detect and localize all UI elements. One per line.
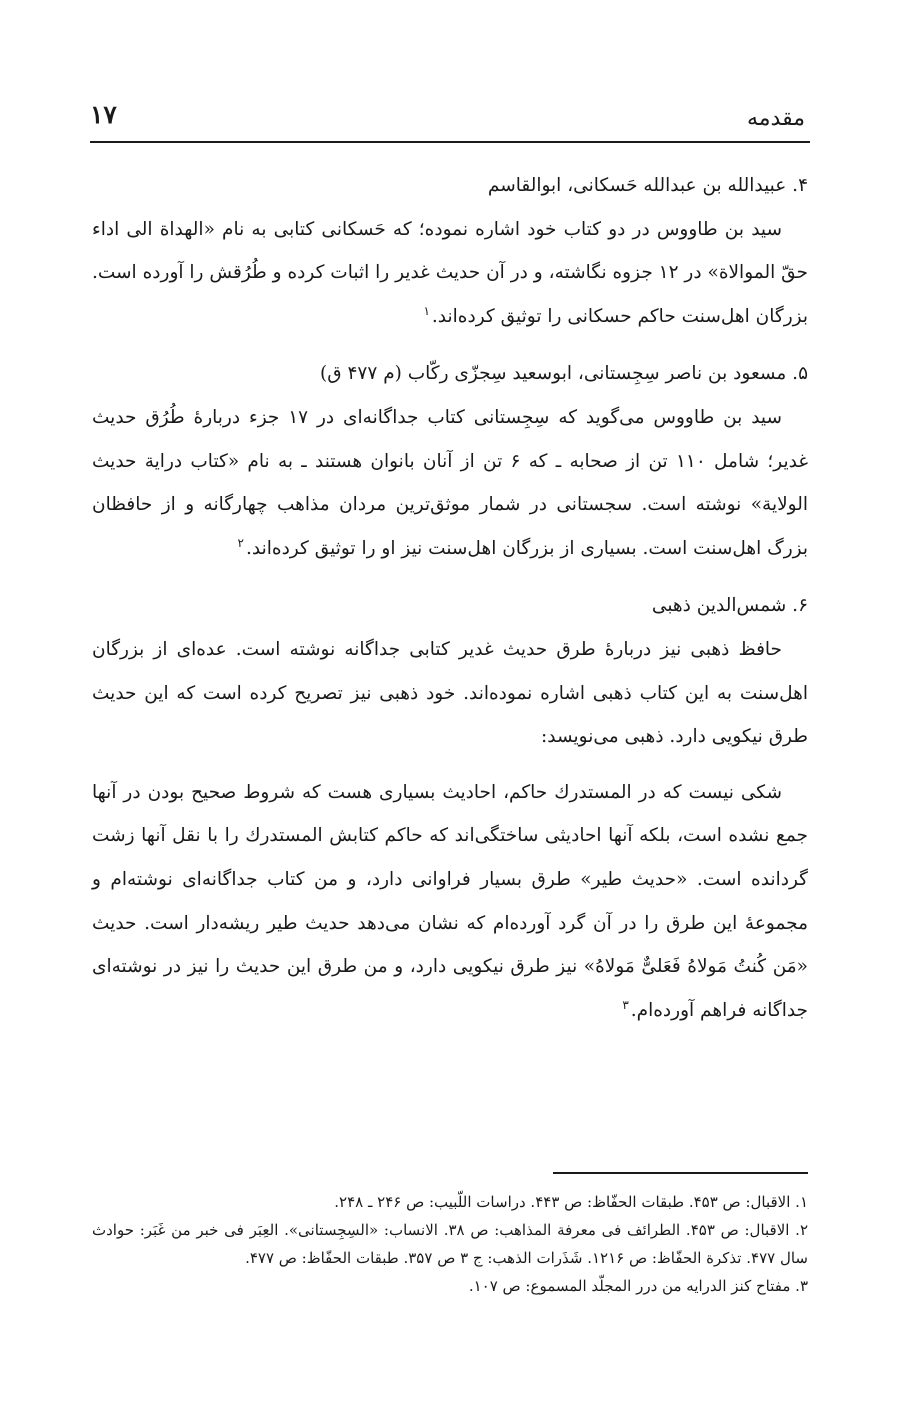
footnote: ۱. الاقبال: ص ۴۵۳. طبقات الحفّاظ: ص ۴۴۳. دراسات اللّبیب: ص ۲۴۶ ـ ۲۴۸.: [334, 1193, 808, 1211]
footnote: ۳. مفتاح کنز الدرایه من درر المجلّد المسموع: ص ۱۰۷.: [468, 1277, 808, 1295]
main-text: [92, 164, 808, 1032]
footnote-marker: ۱: [423, 303, 430, 318]
list-item: [92, 584, 808, 758]
list-item: [92, 164, 808, 338]
list-item: [92, 352, 808, 570]
running-head: مقدمه: [746, 106, 805, 131]
footnote: ۲. الاقبال: ص ۴۵۳. الطرائف فی معرفة المذاهب: ص ۳۸. الانساب: «السِجِستانی». العِبَر فی خبر من غَبَر: حوادث سال ۴۷۷. تذکرة الحفّاظ: ص ۱۲۱۶. شَذَرات الذهب: ج ۳ ص ۳۵۷. طبقات الحفّاظ: ص ۴۷۷.: [92, 1221, 809, 1267]
item-body: حافظ ذهبی نیز دربارهٔ طرق حدیث غدیر کتابی جداگانه نوشته است. عده‌ای از بزرگان اهل‌سنت به این کتاب ذهبی اشاره نموده‌اند. خود ذهبی نیز تصریح کرده است که این حدیث طرق نیکویی دارد. ذهبی می‌نویسد:: [92, 638, 808, 748]
item-heading: ۴. عبیدالله بن عبدالله حَسکانی، ابوالقاسم: [487, 175, 808, 196]
footnote-marker: ۳: [622, 997, 629, 1012]
item-text: [92, 396, 808, 570]
item-text: [92, 628, 808, 759]
item-body: سید بن طاووس در دو کتاب خود اشاره نموده؛ که حَسکانی کتابی به نام «الهداة الی اداء حقّ الموالاة» در ۱۲ جزوه نگاشته، و در آن حدیث غدیر را اثبات کرده و طُرُقش را آورده است. بزرگان اهل‌سنت حاکم حسکانی را توثیق کرده‌اند.: [92, 218, 808, 327]
footnote-rule: [553, 1172, 808, 1174]
item-body: سید بن طاووس می‌گوید که سِجِستانی کتاب جداگانه‌ای در ۱۷ جزء دربارهٔ طُرُق حدیث غدیر؛ شامل ۱۱۰ تن از صحابه ـ که ۶ تن از آنان بانوان هستند ـ به نام «کتاب درایة حدیث الولایة» نوشته است. سجستانی در شمار موثق‌ترین مردان مذاهب چهارگانه و از حافظان بزرگ اهل‌سنت است. بسیاری از بزرگان اهل‌سنت نیز او را توثیق کرده‌اند.: [92, 406, 808, 559]
item-heading: ۶. شمس‌الدین ذهبی: [651, 595, 808, 617]
quote-body: شکی نیست که در المستدرك حاکم، احادیث بسیاری هست که شروط صحیح بودن در آنها جمع نشده است، بلکه آنها احادیثی ساختگی‌اند که حاکم کتابش المستدرك را با نقل آنها زشت گردانده است. «حدیث طیر» طرق بسیار فراوانی دارد، و من کتاب جداگانه‌ای نوشته‌ام و مجموعهٔ این طرق را در آن گرد آورده‌ام که نشان می‌دهد حدیث طیر ریشه‌دار است. حدیث «مَن کُنتُ مَولاهُ فَعَلیٌّ مَولاهُ» نیز طرق نیکویی دارد، و من طرق این حدیث را نیز در نوشته‌ای جداگانه فراهم آورده‌ام.: [92, 781, 808, 1021]
block-quote: [92, 771, 808, 1033]
footnote-marker: ۲: [237, 535, 244, 550]
item-heading: ۵. مسعود بن ناصر سِجِستانی، ابوسعید سِجزّی رکّاب (م ۴۷۷ ق): [320, 363, 808, 385]
footnotes: [92, 1188, 808, 1300]
item-text: [92, 208, 808, 339]
header-rule: [90, 141, 810, 143]
page-number: ۱۷: [90, 100, 117, 129]
